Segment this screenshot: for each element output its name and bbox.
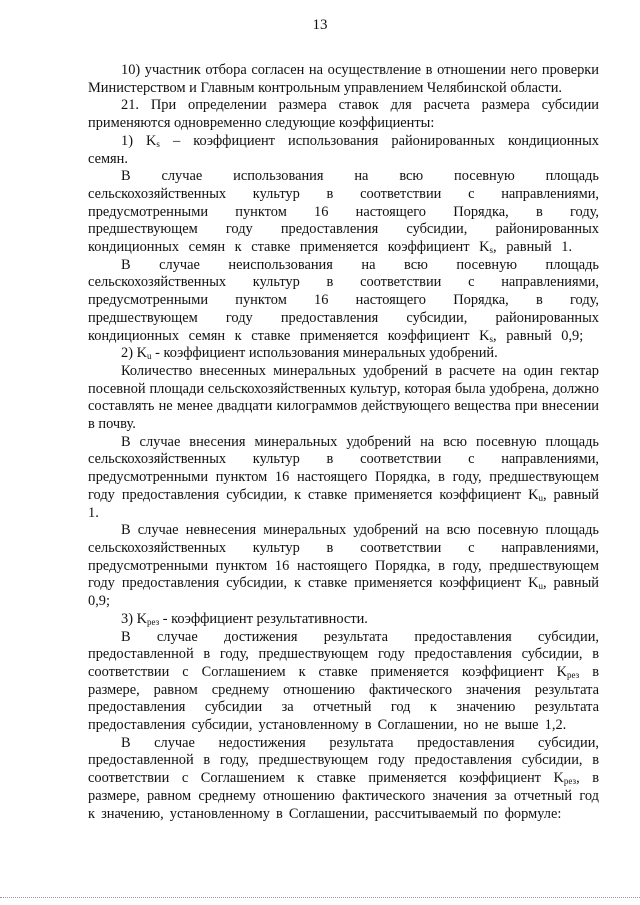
paragraph-item-10 (88, 62, 599, 97)
coefficient-ks-heading (88, 133, 599, 168)
coefficient-krez-case-achieved (88, 629, 599, 735)
paragraph-text: 2) K (121, 345, 147, 362)
coefficient-ku-quantity (88, 363, 599, 434)
subscript: u (538, 492, 543, 503)
paragraph-text: , равный 0,9; (493, 327, 584, 344)
paragraph-text: 3) K (121, 610, 147, 627)
paragraph-text: 10) участник отбора согласен на осуществление в отношении него проверки Министерством и Главным контрольным управлением Челябинской области. (88, 62, 599, 96)
subscript: рез (567, 669, 580, 680)
paragraph-text: , в размере, равном среднему отношению фактического значения за отчетный год к значению, установленному в Соглашении, рассчитываемый по формуле: (88, 770, 599, 822)
paragraph-text: 21. При определении размера ставок для расчета размера субсидии применяются одновременно следующие коэффициенты: (88, 97, 599, 132)
paragraph-text: , равный 0,9; (88, 575, 599, 610)
paragraph-text: Количество внесенных минеральных удобрений в расчете на один гектар посевной площади сельскохозяйственных культур, которая была удобрена, должно составлять не менее двадцати килограммов действующего вещества при внесении в почву. (88, 362, 599, 433)
coefficient-ku-heading (88, 345, 599, 363)
paragraph-text: В случае использования на всю посевную площадь сельскохозяйственных культур в соответствии с направлениями, предусмотренными пунктом 16 настоящего Порядка, в году, предшествующем году предоставления субсидии, районированных кондиционных семян к ставке применяется коэффициент K (88, 168, 599, 256)
coefficient-ku-case-not-applied (88, 522, 599, 611)
paragraph-text: В случае достижения результата предоставления субсидии, предоставленной в году, предшествующем году предоставления субсидии, в соответствии с Соглашением к ставке применяется коэффициент K (88, 628, 599, 680)
paragraph-text: 1) K (121, 132, 157, 149)
subscript: u (538, 581, 543, 592)
subscript: рез (563, 776, 577, 787)
paragraph-text: В случае недостижения результата предоставления субсидии, предоставленной в году, предшествующем году предоставления субсидии, в соответствии с Соглашением к ставке применяется коэффициент K (88, 734, 599, 787)
subscript: s (489, 245, 494, 256)
coefficient-ks-case-not-used (88, 257, 599, 346)
subscript: s (156, 138, 160, 149)
paragraph-text: В случае неиспользования на всю посевную площадь сельскохозяйственных культур в соответствии с направлениями, предусмотренными пунктом 16 настоящего Порядка, в году, предшествующем году предоставления субсидии, районированных кондиционных семян к ставке применяется коэффициент K (88, 256, 599, 344)
paragraph-text: , равный 1. (88, 486, 599, 521)
subscript: u (146, 351, 152, 362)
coefficient-ku-case-applied (88, 434, 599, 523)
paragraph-item-21 (88, 97, 599, 132)
coefficient-ks-case-used (88, 168, 599, 257)
page-number: 13 (312, 17, 328, 33)
paragraph-text: - коэффициент использования минеральных удобрений. (151, 345, 498, 362)
paragraph-text: в размере, равном среднему отношению фактического значения результата предоставления субсидии за отчетный год к значению результата предоставления субсидии, установленному в Соглашении, но не выше 1,2. (88, 663, 599, 734)
subscript: s (489, 333, 494, 344)
paragraph-text: , равный 1. (493, 239, 573, 256)
document-body (88, 62, 599, 823)
paragraph-text: В случае внесения минеральных удобрений на всю посевную площадь сельскохозяйственных культур в соответствии с направлениями, предусмотренными пунктом 16 настоящего Порядка, в году, предшествующем году предоставления субсидии, к ставке применяется коэффициент K (88, 433, 599, 503)
coefficient-krez-heading (88, 611, 599, 629)
coefficient-krez-case-not-achieved (88, 735, 599, 824)
page-bottom-edge (0, 897, 640, 898)
paragraph-text: В случае невнесения минеральных удобрений на всю посевную площадь сельскохозяйственных культур в соответствии с направлениями, предусмотренными пунктом 16 настоящего Порядка, в году, предшествующем году предоставления субсидии, к ставке применяется коэффициент K (88, 522, 599, 592)
paragraph-text: - коэффициент результативности. (159, 610, 368, 627)
subscript: рез (146, 616, 160, 627)
paragraph-text: – коэффициент использования районированных кондиционных семян. (88, 132, 599, 167)
